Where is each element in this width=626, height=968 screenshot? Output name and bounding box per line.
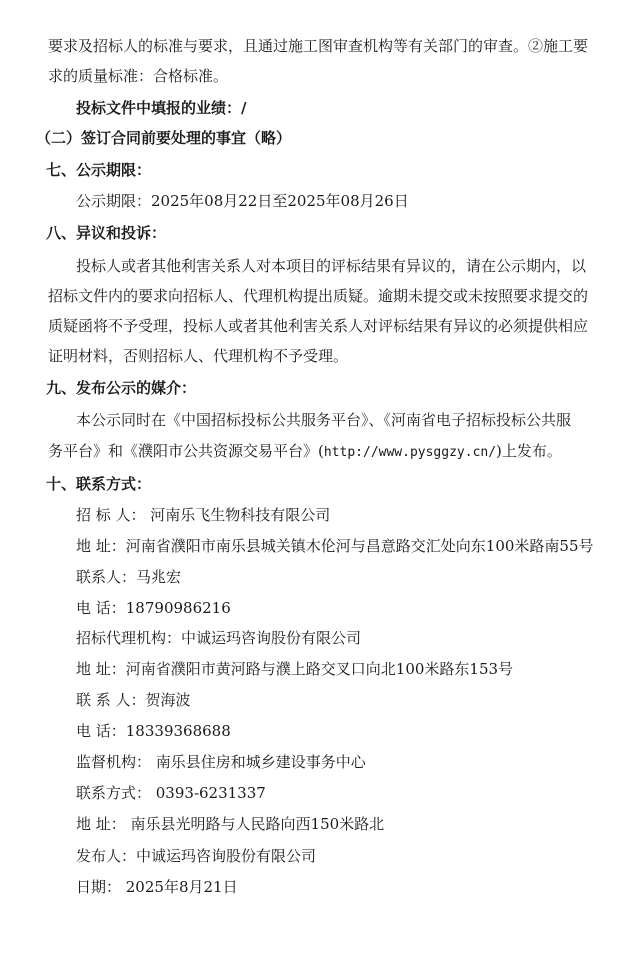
section-10-heading: 十、联系方式： xyxy=(46,475,152,493)
tenderer-phone: 电 话：18790986216 xyxy=(76,599,231,617)
objection-line-3: 质疑函将不予受理，投标人或者其他利害关系人对评标结果有异议的必须提供相应 xyxy=(48,317,589,335)
objection-line-1: 投标人或者其他利害关系人对本项目的评标结果有异议的，请在公示期内，以 xyxy=(76,257,587,275)
supervisor-contact: 联系方式： 0393-6231337 xyxy=(76,784,266,802)
media-line-2 xyxy=(48,441,562,463)
intro-line-2: 求的质量标准：合格标准。 xyxy=(48,67,229,85)
objection-line-2: 招标文件内的要求向招标人、代理机构提出质疑。逾期未提交或未按照要求提交的 xyxy=(48,287,589,305)
tenderer-address: 地 址：河南省濮阳市南乐县城关镇木伦河与昌意路交汇处向东100米路南55号 xyxy=(76,537,594,555)
tenderer-contact: 联系人：马兆宏 xyxy=(76,568,182,586)
section-9-heading: 九、发布公示的媒介： xyxy=(46,379,197,397)
agency-name: 招标代理机构：中诚运玛咨询股份有限公司 xyxy=(76,629,362,647)
platform-url-link[interactable]: http://www.pysggzy.cn/ xyxy=(323,445,497,460)
publicity-period: 公示期限：2025年08月22日至2025年08月26日 xyxy=(76,192,409,210)
section-8-heading: 八、异议和投诉： xyxy=(46,224,167,242)
agency-contact: 联 系 人：贺海波 xyxy=(76,691,191,709)
contract-matters-heading: （二）签订合同前要处理的事宜（略） xyxy=(36,129,292,147)
objection-line-4: 证明材料，否则招标人、代理机构不予受理。 xyxy=(48,347,349,365)
notice-date: 日期： 2025年8月21日 xyxy=(76,878,238,896)
supervisor-address: 地 址： 南乐县光明路与人民路向西150米路北 xyxy=(76,815,385,833)
intro-line-1: 要求及招标人的标准与要求，且通过施工图审查机构等有关部门的审查。②施工要 xyxy=(48,37,589,55)
media-line-2-post: )上发布。 xyxy=(496,442,562,460)
agency-phone: 电 话：18339368688 xyxy=(76,722,231,740)
performance-line: 投标文件中填报的业绩：/ xyxy=(76,99,247,117)
publisher: 发布人：中诚运玛咨询股份有限公司 xyxy=(76,847,317,865)
media-line-2-pre: 务平台》和《濮阳市公共资源交易平台》( xyxy=(48,442,324,460)
section-7-heading: 七、公示期限： xyxy=(46,161,152,179)
agency-address: 地 址：河南省濮阳市黄河路与濮上路交叉口向北100米路东153号 xyxy=(76,660,514,678)
tenderer-name: 招 标 人： 河南乐飞生物科技有限公司 xyxy=(76,506,331,524)
supervisor-name: 监督机构： 南乐县住房和城乡建设事务中心 xyxy=(76,753,366,771)
media-line-1: 本公示同时在《中国招标投标公共服务平台》、《河南省电子招标投标公共服 xyxy=(76,411,572,429)
